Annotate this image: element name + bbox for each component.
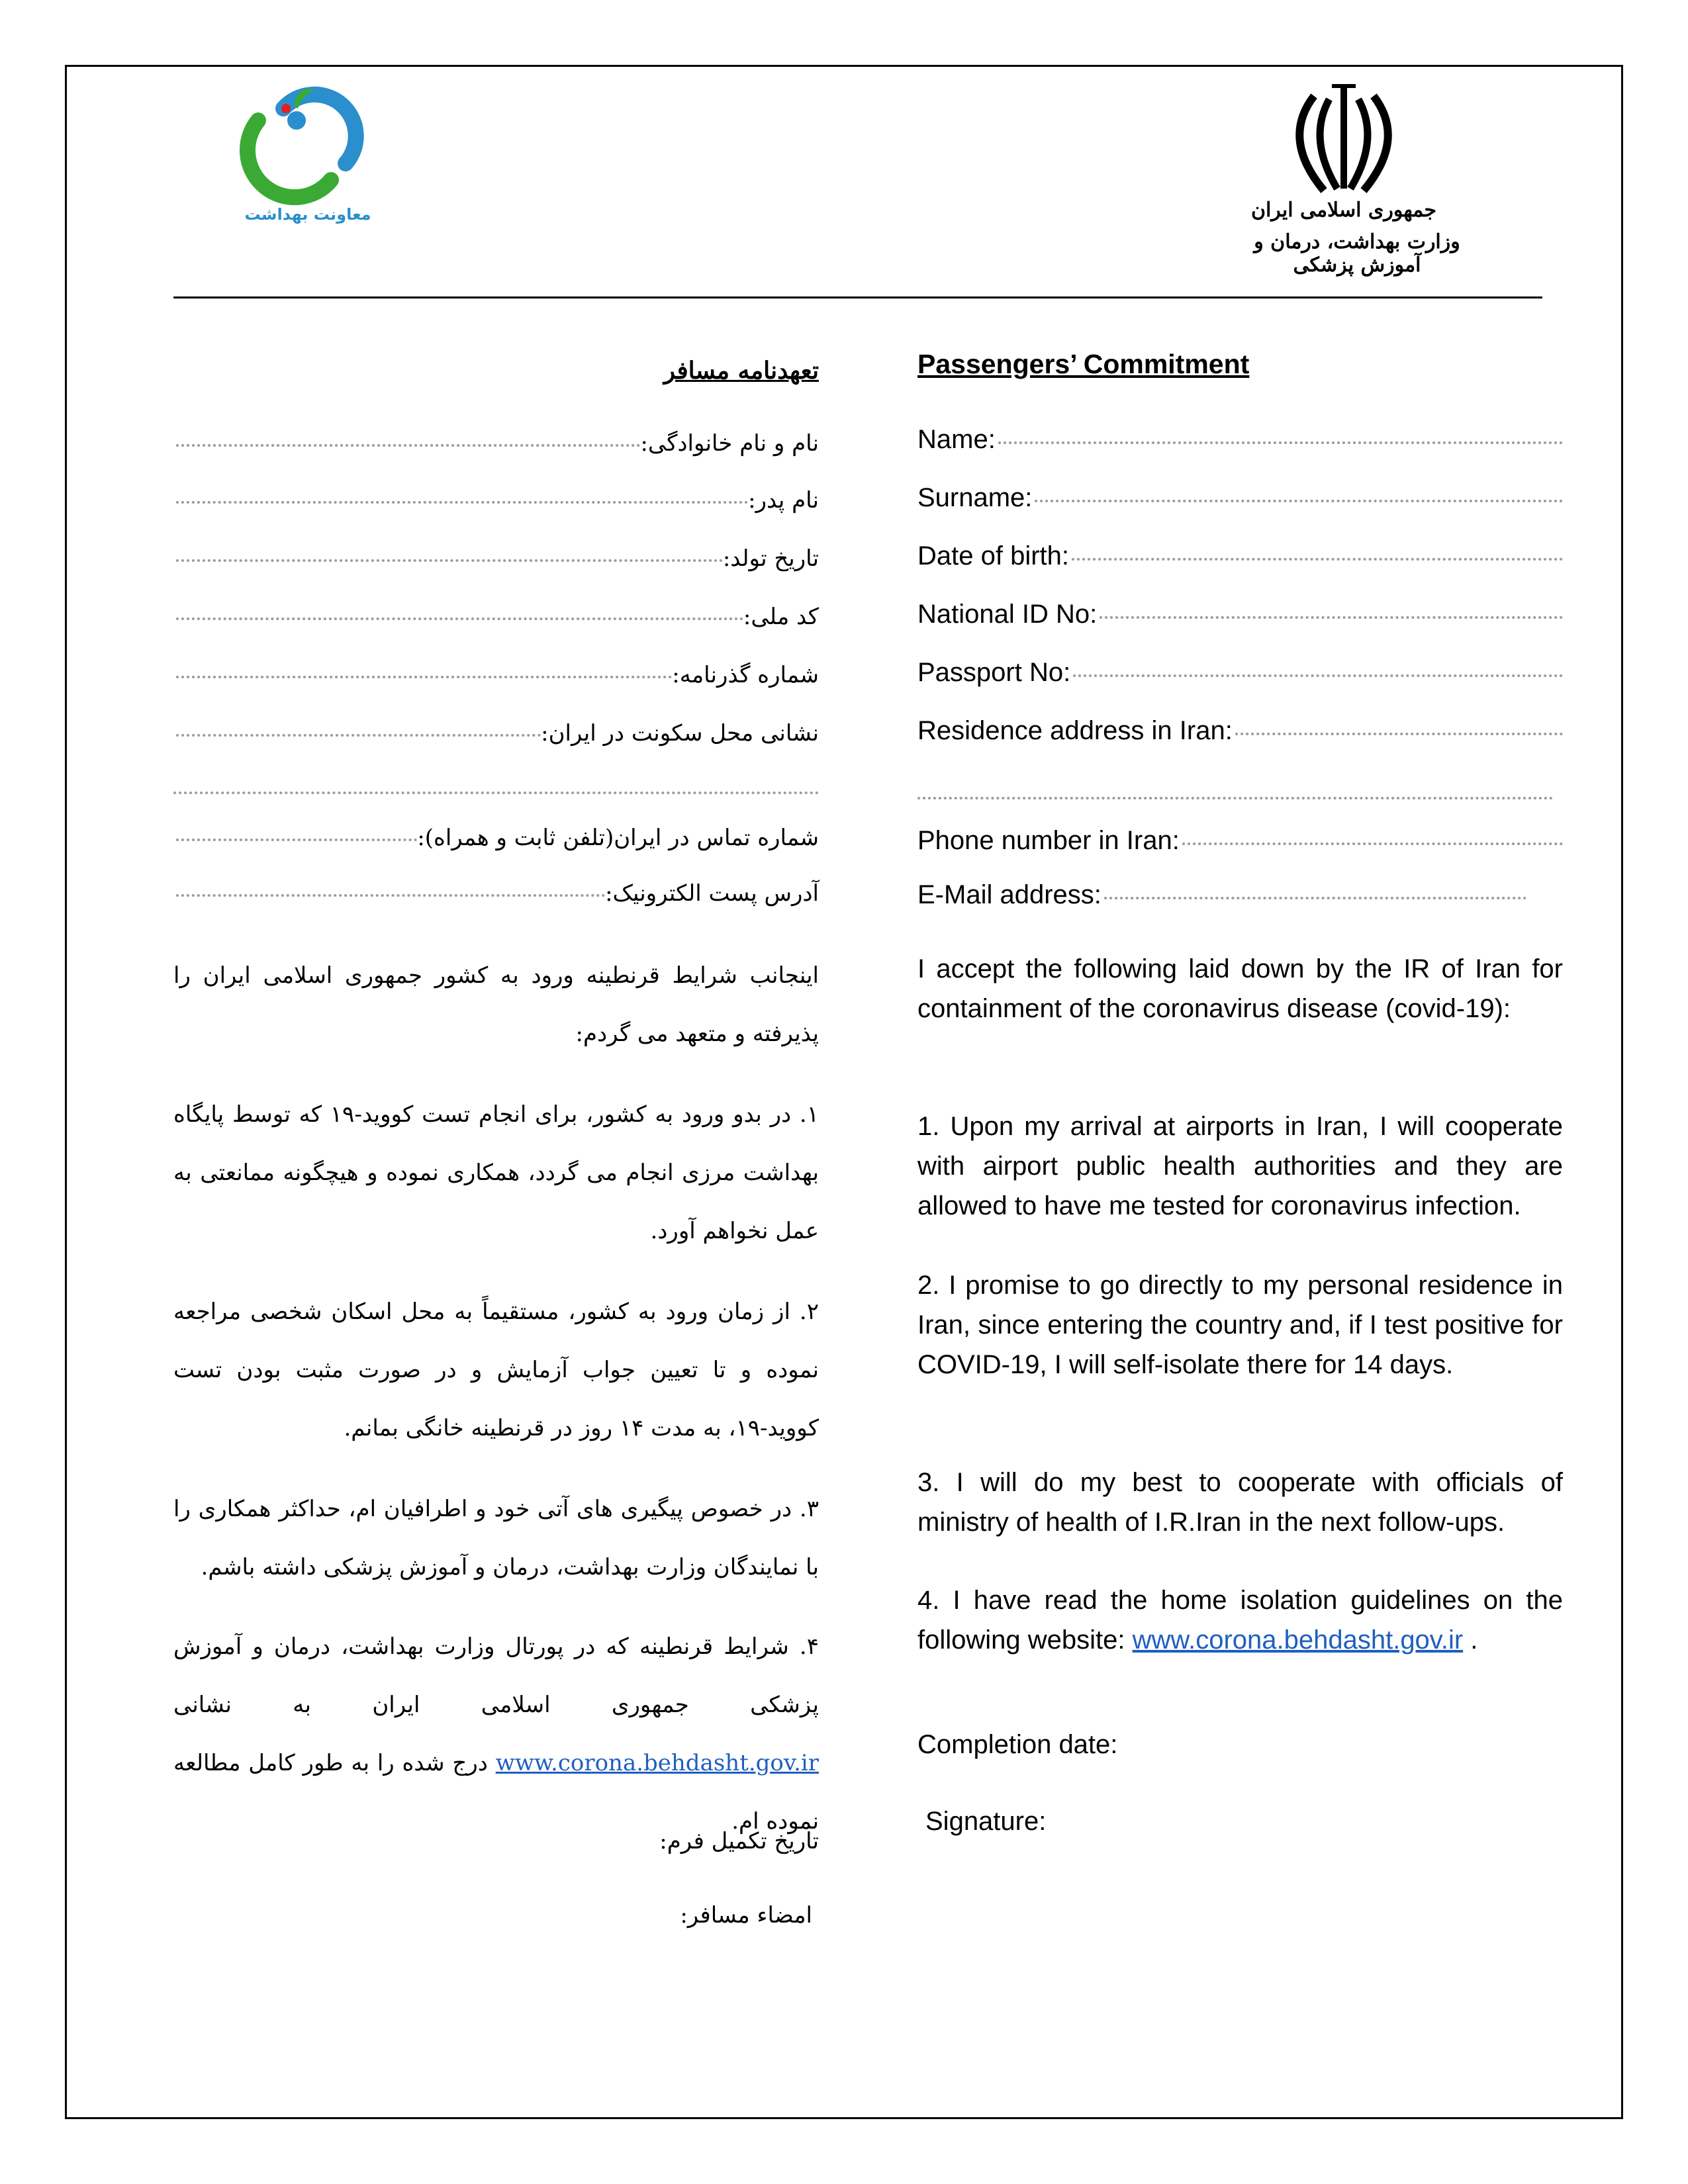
fa-name-label: نام و نام خانوادگی: xyxy=(640,430,819,457)
fa-email-blank[interactable] xyxy=(176,894,605,897)
header-divider xyxy=(173,296,1542,298)
passport-field[interactable] xyxy=(917,653,1563,692)
email-blank[interactable] xyxy=(1104,897,1526,899)
iran-emblem-caption-line1: جمهوری اسلامی ایران xyxy=(1250,199,1437,222)
dob-label: Date of birth: xyxy=(917,541,1070,570)
english-item-1: 1. Upon my arrival at airports in Iran, I will cooperate with airport public health authorities and they are allowed to have me tested for coronavirus infection. xyxy=(917,1112,1563,1220)
fa-dob-blank[interactable] xyxy=(176,559,723,562)
name-label: Name: xyxy=(917,425,996,454)
address-blank[interactable] xyxy=(1235,733,1563,735)
fa-father-blank[interactable] xyxy=(176,501,748,504)
passport-blank[interactable] xyxy=(1073,674,1563,677)
fa-dob-field[interactable] xyxy=(173,539,819,578)
national-id-blank[interactable] xyxy=(1100,616,1563,619)
fa-name-field[interactable] xyxy=(173,424,819,463)
english-item-3: 3. I will do my best to cooperate with officials of ministry of health of I.R.Iran in the next follow-ups. xyxy=(917,1468,1563,1537)
phone-label: Phone number in Iran: xyxy=(917,826,1180,855)
address-field[interactable] xyxy=(917,711,1563,751)
fa-website-link[interactable]: www.corona.behdasht.gov.ir xyxy=(495,1750,820,1776)
fa-father-field[interactable] xyxy=(173,480,819,520)
iran-emblem-logo xyxy=(1244,79,1470,278)
english-item-4-text: 4. I have read the home isolation guidelines on the following website: xyxy=(917,1586,1563,1655)
fa-phone-field[interactable] xyxy=(173,818,819,858)
persian-item-4-text: ۴. شرایط قرنطینه که در پورتال وزارت بهداشت، درمان و آموزش پزشکی جمهوری اسلامی ایران به نشانی xyxy=(173,1633,819,1718)
fa-passport-field[interactable] xyxy=(173,655,819,695)
signature-label: Signature: xyxy=(925,1807,1047,1836)
fa-national-code-field[interactable] xyxy=(173,597,819,637)
national-id-field[interactable] xyxy=(917,594,1563,634)
fa-address-blank-line2[interactable] xyxy=(173,792,819,794)
iran-emblem-icon xyxy=(1244,79,1443,199)
persian-item-4 xyxy=(173,1617,819,1850)
iran-emblem-caption-line2: وزارت بهداشت، درمان و آموزش پزشکی xyxy=(1254,230,1460,277)
fa-national-code-blank[interactable] xyxy=(176,617,743,620)
passport-label: Passport No: xyxy=(917,658,1071,687)
website-link[interactable]: www.corona.behdasht.gov.ir xyxy=(1132,1625,1464,1655)
english-item-4 xyxy=(917,1580,1563,1660)
email-label: E-Mail address: xyxy=(917,880,1102,909)
name-blank[interactable] xyxy=(998,441,1563,444)
completion-date-label: Completion date: xyxy=(917,1730,1118,1759)
fa-passport-label: شماره گذرنامه: xyxy=(672,662,819,688)
health-deputy-caption: معاونت بهداشت xyxy=(244,205,371,224)
health-deputy-emblem-icon xyxy=(232,74,384,206)
english-item-2: 2. I promise to go directly to my personal residence in Iran, since entering the country and, if I test positive for COVID-19, I will self-isolate there for 14 days. xyxy=(917,1271,1563,1379)
health-deputy-logo xyxy=(232,74,384,250)
surname-label: Surname: xyxy=(917,483,1033,512)
persian-item-3: ۳. در خصوص پیگیری های آتی خود و اطرافیان ام، حداکثر همکاری را با نمایندگان وزارت بهداشت، درمان و آموزش پزشکی داشته باشم. xyxy=(173,1496,819,1580)
fa-phone-blank[interactable] xyxy=(176,839,417,841)
name-field[interactable] xyxy=(917,420,1563,459)
fa-dob-label: تاریخ تولد: xyxy=(722,545,819,572)
fa-passport-blank[interactable] xyxy=(176,676,672,678)
fa-signature-label: امضاء مسافر: xyxy=(680,1902,812,1929)
fa-national-code-label: کد ملی: xyxy=(743,604,819,630)
fa-email-label: آدرس پست الکترونیک: xyxy=(605,880,819,907)
dob-field[interactable] xyxy=(917,536,1563,576)
persian-item-4-suffix: درج شده را به طور کامل مطالعه نموده ام. xyxy=(173,1750,819,1835)
fa-completion-date-label: تاریخ تکمیل فرم: xyxy=(659,1828,819,1854)
dob-blank[interactable] xyxy=(1072,558,1563,561)
fa-address-label: نشانی محل سکونت در ایران: xyxy=(541,720,819,747)
fa-email-field[interactable] xyxy=(173,874,819,913)
persian-item-2: ۲. از زمان ورود به کشور، مستقیماً به محل اسکان شخصی مراجعه نموده و تا تعیین جواب آزمایش و در صورت مثبت بودن تست کووید-۱۹، به مدت ۱۴ روز در قرنطینه خانگی بمانم. xyxy=(173,1298,819,1441)
fa-name-blank[interactable] xyxy=(176,444,640,447)
fa-phone-label: شماره تماس در ایران(تلفن ثابت و همراه): xyxy=(417,825,819,851)
english-title: Passengers’ Commitment xyxy=(917,349,1250,379)
persian-item-1: ۱. در بدو ورود به کشور، برای انجام تست کووید-۱۹ که توسط پایگاه بهداشت مرزی انجام می گردد، همکاری نموده و هیچگونه ممانعتی به عمل نخواهم آورد. xyxy=(173,1101,819,1244)
phone-field[interactable] xyxy=(917,821,1563,860)
email-field[interactable] xyxy=(917,875,1526,915)
persian-title: تعهدنامه مسافر xyxy=(663,357,819,385)
address-blank-line2[interactable] xyxy=(917,797,1553,799)
phone-blank[interactable] xyxy=(1182,842,1563,845)
english-intro: I accept the following laid down by the IR of Iran for containment of the coronavirus disease (covid-19): xyxy=(917,954,1563,1023)
fa-address-blank[interactable] xyxy=(176,734,541,737)
surname-blank[interactable] xyxy=(1035,500,1563,502)
fa-father-label: نام پدر: xyxy=(748,487,819,514)
address-label: Residence address in Iran: xyxy=(917,716,1233,745)
national-id-label: National ID No: xyxy=(917,600,1098,629)
surname-field[interactable] xyxy=(917,478,1563,518)
english-item-4-suffix: . xyxy=(1470,1625,1478,1655)
fa-address-field[interactable] xyxy=(173,713,819,753)
persian-intro: اینجانب شرایط قرنطینه ورود به کشور جمهوری اسلامی ایران را پذیرفته و متعهد می گردم: xyxy=(173,962,820,1047)
